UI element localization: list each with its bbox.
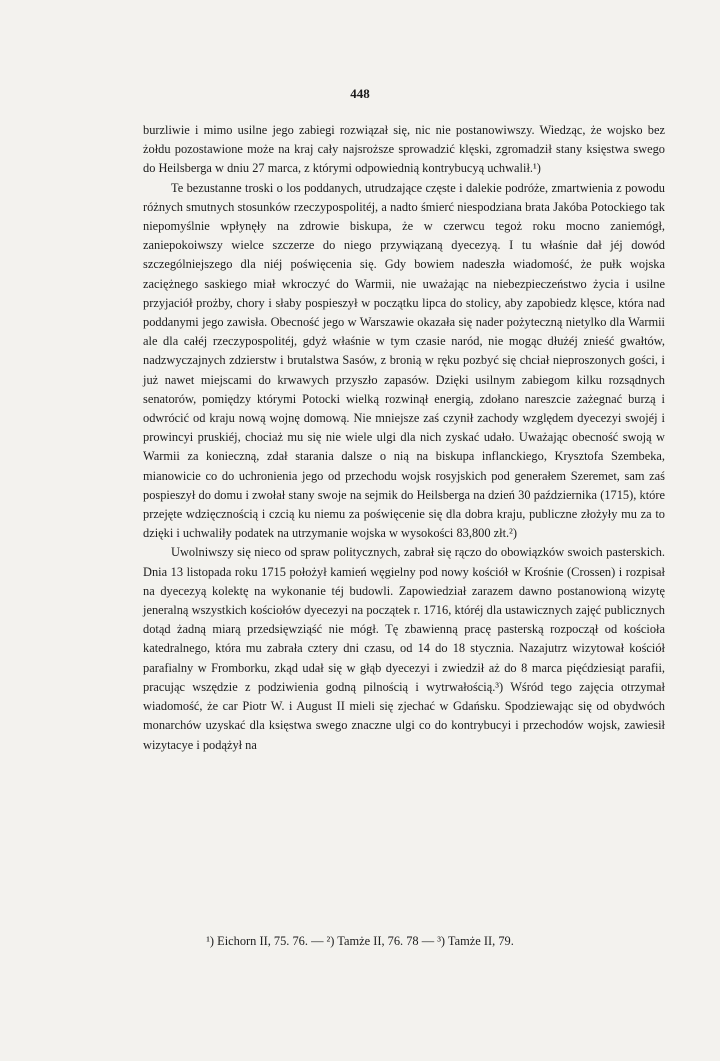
page-number: 448 [350,86,370,101]
body-text [143,121,665,755]
paragraph-2: Te bezustanne troski o los poddanych, utrudzające częste i dalekie podróże, zmartwienia z powodu różnych smutnych stosunków rzeczypospolitéj, a nadto śmierć niespodziana brata Jakóba Potockiego tak niepomyślnie wpłynęły na zdrowie biskupa, że w czerwcu tegoż roku mocno zaniemógł, zaniepokoiwszy wielce szczerze do niego przywiązaną dyecezyą. I tu właśnie dał jéj dowód szczególniejszego dla niéj poświęcenia się. Gdy bowiem nadeszła wiadomość, że pułk wojska zaciężnego saskiego miał wkroczyć do Warmii, nie uważając na niebezpieczeństwo życia i usilne przyjaciół prożby, chory i słaby pospieszył w początku lipca do stolicy, aby zapobiedz klęsce, która nad poddanymi jego zawisła. Obecność jego w Warszawie okazała się nader pożyteczną nietylko dla Warmii ale dla całéj rzeczypospolitéj, gdyż właśnie w tym czasie naród, nie mogąc dłużéj znieść gwałtów, nadzwyczajnych zdzierstw i brutalstwa Sasów, z bronią w ręku pozbyć się chciał nieproszonych gości, i już nawet miejscami do krwawych przyszło zapasów. Dzięki usilnym zabiegom kilku rozsądnych senatorów, pomiędzy którymi Potocki wielką rozwinął energią, zdołano nareszcie zażegnać burzą i odwrócić od kraju nową wojnę domową. Nie mniejsze zaś czynił zachody względem dyecezyi swojéj i prowincyi pruskiéj, chociaż mu się nie wiele ulgi dla nich zyskać udało. Uważając obecność swoją w Warmii za konieczną, zdał starania dalsze o nią na biskupa inflanckiego, Krysztofa Szembeka, mianowicie co do uchronienia jego od przechodu wojsk rosyjskich pod generałem Szeremet, sam zaś pospieszył do domu i zwołał stany swoje na sejmik do Heilsberga na dzień 30 października (1715), które przejęte wdzięcznością i czcią ku niemu za poświęcenie się dla dobra kraju, publiczne złożyły mu za to dzięki i uchwaliły podatek na utrzymanie wojska w wysokości 83,800 złt.²) [143,180,665,541]
paragraph-1: burzliwie i mimo usilne jego zabiegi rozwiązał się, nic nie postanowiwszy. Wiedząc, że wojsko bez żołdu pozostawione może na kraj cały najsroższe sprowadzić klęski, zgromadził stany księstwa swego do Heilsberga w dniu 27 marca, z którymi odpowiednią kontrybucyą uchwalił.¹) [143,123,665,176]
footnotes: ¹) Eichorn II, 75. 76. — ²) Tamże II, 76. 78 — ³) Tamże II, 79. [206,934,514,948]
paragraph-3: Uwolniwszy się nieco od spraw politycznych, zabrał się rączo do obowiązków swoich pasterskich. Dnia 13 listopada roku 1715 położył kamień węgielny pod nowy kościół w Krośnie (Crossen) i rozpisał na dyecezyą kolektę na wykonanie téj budowli. Zapowiedział zarazem dawno postanowioną wizytę jeneralną wszystkich kościołów dyecezyi na początek r. 1716, któréj dla ustawicznych zajęć publicznych dotąd żadną miarą przedsięwziąść nie mógł. Tę zbawienną pracę pasterską rozpoczął od kościoła katedralnego, która mu zabrała cztery dni czasu, od 14 do 18 stycznia. Nazajutrz wizytował kościół parafialny w Fromborku, zkąd udał się w głąb dyecezyi i zwiedził aż do 8 marca pięćdziesiąt parafii, pracując wszędzie z podziwienia godną pilnością i wytrwałością.³) Wśród tego zajęcia otrzymał wiadomość, że car Piotr W. i August II mieli się zjechać w Gdańsku. Spodziewając się od obydwóch monarchów uzyskać dla księstwa swego znaczne ulgi co do kontrybucyi i przechodów wojsk, zawiesił wizytacye i podążył na [143,545,665,752]
